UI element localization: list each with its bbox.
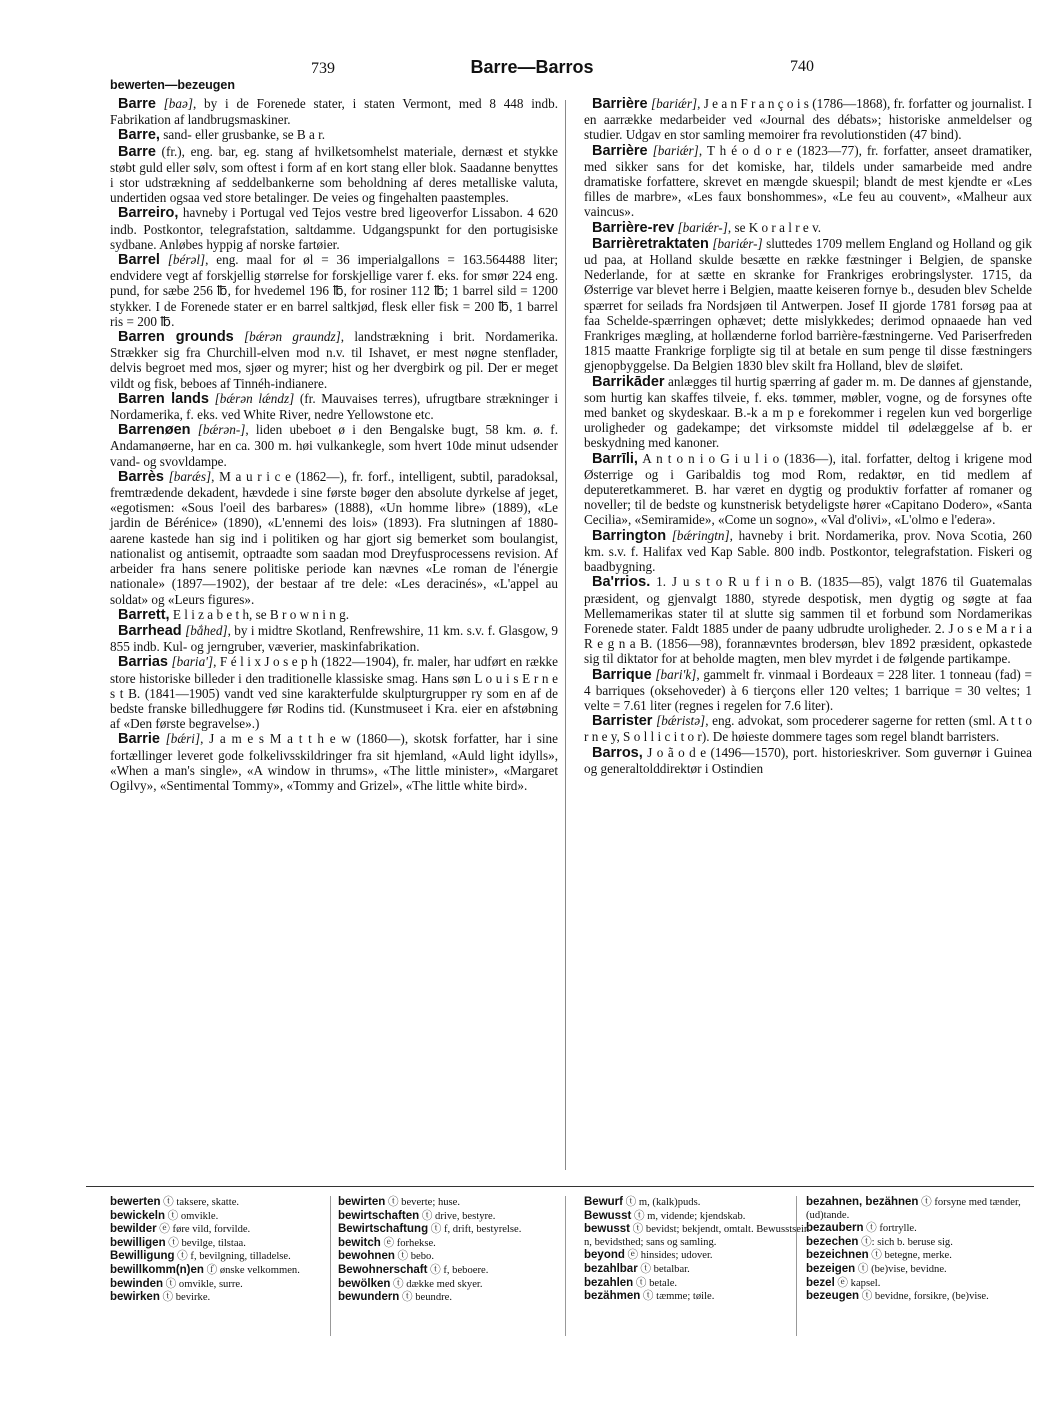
dictionary-entry <box>584 745 1032 776</box>
glossary-entry <box>110 1210 340 1224</box>
glossary-translation: ⓣ f, bevilgning, tilladelse. <box>174 1251 291 1263</box>
entry-headword: Barros, <box>592 744 643 761</box>
glossary-entry <box>110 1237 340 1251</box>
glossary-word: bezeigen <box>806 1262 856 1275</box>
glossary-word: bezahlen <box>584 1276 634 1289</box>
glossary-entry <box>338 1250 568 1264</box>
entry-definition: , F é l i x J o s e p h (1822—1904), fr. maler, har udført en række store historiske billeder i den traditionelle klassiske smag. Hans søn L o u i s E r n e s t B. (1841—1905) vandt ved sine karakterfulde skulpturgrupper ry som en af de bedste franske billedhuggere før Rodins tid. (Kunstmuseet i Kra. eier en afstøbning af «Den første begravelse».) <box>110 654 558 732</box>
glossary-word: bezel <box>806 1276 835 1289</box>
dictionary-entry <box>110 252 558 329</box>
entry-definition: , by i midtre Skotland, Renfrewshire, 11 km. s.v. f. Glasgow, 9 855 indb. Kul- og jerngruber, væverier, maskinfabrikation. <box>110 622 558 655</box>
glossary-translation: ⓣ m, vidende; kjendskab. <box>631 1210 746 1222</box>
glossary-word: bewilder <box>110 1223 157 1236</box>
glossary-entry <box>806 1249 1036 1263</box>
glossary-word: bezeugen <box>806 1290 860 1303</box>
entry-headword: Barren grounds <box>118 329 234 346</box>
left-page-number: 739 <box>311 60 335 77</box>
glossary-column-4 <box>806 1196 1036 1304</box>
glossary-translation: ⓣ betalbar. <box>637 1263 690 1275</box>
entry-definition: , eng. maal for øl = 36 imperialgallons = 163.564488 liter; endvidere vegt af forskjellig størrelse for forskjellige varer f. eks. for smør 224 eng. pund, for sæbe 256 ℔, for hvedemel 196 ℔, for rosiner 112 ℔; 1 barrel sild = 1200 stykker. I de Forenede stater er en barrel saltkjød, flesk eller fisk = 200 ℔, 1 barrel ris = 200 ℔. <box>110 252 559 329</box>
glossary-word: Bewirtschaftung <box>338 1223 429 1236</box>
left-column <box>110 96 558 793</box>
glossary-column-3 <box>584 1196 814 1304</box>
glossary-translation: ⓣ omvikle. <box>164 1210 219 1222</box>
entry-headword: Barren lands <box>118 390 209 407</box>
entry-pronunciation: [bǽrən graundz] <box>244 329 341 345</box>
glossary-word: bewirken <box>110 1291 160 1304</box>
glossary-word: bewinden <box>110 1277 164 1290</box>
entry-definition: sand- eller grusbanke, se B a r. <box>163 127 326 143</box>
glossary-entry <box>584 1277 814 1291</box>
dictionary-entry <box>110 391 558 422</box>
entry-definition: , J e a n F r a n ç o i s (1786—1868), fr. forfatter og journalist. I en aarrække medarbeider ved «Journal des débats»; historiske anmeldelser og studier. Udgav en stor samling memoirer fra revolutionstiden (47 bind). <box>584 96 1032 143</box>
glossary-divider <box>330 1196 331 1336</box>
glossary-translation: ⓣ f, drift, bestyrelse. <box>428 1224 522 1236</box>
entry-pronunciation: [bǽringtn] <box>671 527 730 543</box>
entry-pronunciation: [bariǽr-] <box>712 235 763 251</box>
glossary-word: bewundern <box>338 1291 400 1304</box>
glossary-word: bewitch <box>338 1236 381 1249</box>
dictionary-entry <box>584 667 1032 714</box>
entry-pronunciation: [barǽs] <box>168 468 212 484</box>
entry-headword: Barrière <box>592 96 648 112</box>
dictionary-entry <box>584 713 1032 744</box>
glossary-entry <box>806 1222 1036 1236</box>
glossary-entry <box>110 1196 340 1210</box>
entry-definition: (fr.), eng. bar, eg. stang af hvilketsomhelst materiale, dernæst et stykke støbt guld eller sølv, som oftest i form af en kort stang eller blok. Saadanne benyttes i stor udstrækning af seddelbankerne som beholdning af deres metalliske valuta, undertiden ogsaa ved store betalinger. De veies og fingehalten paastemples. <box>110 143 559 206</box>
entry-definition: , M a u r i c e (1862—), fr. forf., intelligent, subtil, paradoksal, fremtrædende dekadent, hævdede i sine første bøger den absolute dyrkelse af jeget, «egotismen: «Sous l'oeil des barbares» (1888), «Un homme libre» (1889), «Le jardin de Bérénice» (1890), «L'ennemi des lois» (1893). Fra slutningen af 1880-aarene kastede han sig ind i politiken og har gjort sig bemerket som boulangist, nationalist og antisemit, optraadte som saadan mod Dreyfusprocessens revision. Af arbeider fra hans senere politiske periode kan nævnes «Le roman de l'énergie nationale» (1897—1902), der bestaar af tre dele: «Les deracinés», «L'appel au soldat» og «Leurs figures». <box>110 468 558 607</box>
page-title: Barre—Barros <box>470 57 594 77</box>
entry-headword: Barre <box>118 96 156 112</box>
entry-definition: sluttedes 1709 mellem England og Holland og gik ud paa, at Holland skulde besætte en række fæstninger i Belgien, de spanske Nederlande, for at sætte en skranke for Frankriges erobringslyster. 1715, da Østerrige var blevet herre i Belgien, maatte keiseren fornye b., desuden blev Schelde spærret for seilads fra Nordsjøen til Antwerpen. Josef II gjorde 1781 forsøg paa at faa Schelde-spærringen ophævet; dette mislykkedes; derimod opnaaede han ved Frankriges mægling, at hollænderne forlod barrière-fæstningerne. Ved Pariserfreden 1815 maatte Frankrige forpligte sig til at betale en sum penge til disse fæstningers gjenopbyggelse. Da Belgien 1830 blev skilt fra Holland, blev de sløifet. <box>584 235 1032 374</box>
glossary-word: Bewohnerschaft <box>338 1263 428 1276</box>
entry-headword: Barrière-rev <box>592 219 675 236</box>
entry-definition: (fr. Mauvaises terres), ufrugtbare strækninger i Nordamerika, f. eks. ved White River, nedre Yellowstone etc. <box>110 390 558 423</box>
entry-definition: , T h é o d o r e (1823—77), fr. forfatter, anseet dramatiker, med sikker sans for det komiske, har, tildels under samarbeide med andre dramatiske forfattere, skrevet en mængde skuespil; blandt de mest kjendte er «Les filles de marbre», «Les faux bonshommes», «Le feu au couvent», «Malheur aux vaincus». <box>584 142 1033 220</box>
glossary-translation: ⓣ betegne, merke. <box>868 1250 952 1262</box>
footer-guide-words: bewerten—bezeugen <box>110 78 236 92</box>
glossary-translation: ⓣ forsyne med tænder, (ud)tande. <box>806 1197 1021 1221</box>
dictionary-entry <box>584 220 1032 236</box>
glossary-entry <box>806 1263 1036 1277</box>
entry-pronunciation: [bérəl] <box>167 252 206 268</box>
glossary-translation: ⓣ tæmme; tøile. <box>640 1291 715 1303</box>
glossary-translation: ⓣ bebo. <box>394 1251 435 1263</box>
right-column <box>584 96 1032 776</box>
entry-headword: Barrington <box>592 527 667 544</box>
dictionary-entry <box>584 528 1032 575</box>
entry-definition: , landstrækning i brit. Nordamerika. Strækker sig fra Churchill-elven mod n.v. til Ishavet, er mest nøgne stenflader, delvis begroet med mos, sjøer og myrer; hist og her dvergbirk og pil. Der er meget vildt og fisk, beboes af Tinnéh-indianere. <box>110 329 559 391</box>
entry-headword: Barrès <box>118 468 164 485</box>
glossary-entry <box>584 1223 814 1249</box>
glossary-entry <box>584 1290 814 1304</box>
dictionary-entry <box>110 96 558 127</box>
entry-definition: , eng. advokat, som procederer sagerne for retten (sml. A t t o r n e y, S o l l i c i t o r). De høieste dommere tages som regel blandt barristers. <box>584 713 1032 745</box>
entry-definition: E l i z a b e t h, se B r o w n i n g. <box>172 606 350 622</box>
glossary-word: bewohnen <box>338 1250 395 1263</box>
glossary-translation: ⓣ bevilge, tilstaa. <box>165 1237 246 1249</box>
entry-pronunciation: [bariǽr-] <box>677 219 728 235</box>
glossary-entry <box>338 1223 568 1237</box>
entry-definition: , havneby i brit. Nordamerika, prov. Nova Scotia, 260 km. s.v. f. Halifax ved Kap Sable. 800 indb. Postkontor, telegrafstation. Fiskeri og baadbygning. <box>584 527 1032 575</box>
dictionary-entry <box>110 144 558 206</box>
glossary-entry <box>110 1250 340 1264</box>
glossary-entry <box>806 1277 1036 1291</box>
entry-pronunciation: [bắhed] <box>185 622 228 638</box>
glossary-word: bewusst <box>584 1223 631 1236</box>
glossary-entry <box>338 1264 568 1278</box>
entry-definition: , J a m e s M a t t h e w (1860—), skotsk forfatter, har i sine fortællinger leveret gode folkelivsskildringer fra sit hjemland, «Auld light idylls», «When a man's single», «A window in thrums», «The little minister», «Margaret Ogilvy», «Sentimental Tommy», «Tommy and Grizel», «The little white bird». <box>110 731 559 793</box>
glossary-translation: ⓣ f, beboere. <box>427 1264 489 1276</box>
glossary-divider <box>796 1196 797 1336</box>
glossary-translation: ⓣ beverte; huse. <box>385 1197 461 1208</box>
entry-headword: Barrique <box>592 666 652 683</box>
entry-definition: , gammelt fr. vinmaal i Bordeaux = 228 liter. 1 tonneau (fad) = 4 barriques (oksehoveder) à 6 tierçons eller 120 veltes; 1 barrique = 30 veltes; 1 velte = 7.61 liter (regnes i regelen for 7.6 liter). <box>584 666 1032 713</box>
entry-definition: J o ã o d e (1496—1570), port. historieskriver. Som guvernør i Guinea og generaltolddirektør i Ostindien <box>584 744 1032 776</box>
glossary-entry <box>584 1249 814 1263</box>
glossary-translation: ⓕ ønske velkommen. <box>203 1264 300 1276</box>
entry-pronunciation: [baə] <box>163 96 193 111</box>
glossary-word: Bewusst <box>584 1209 632 1222</box>
dictionary-entry <box>110 469 558 607</box>
glossary-entry <box>338 1278 568 1292</box>
dictionary-entry <box>584 96 1032 143</box>
glossary-translation: ⓔ kapsel. <box>834 1277 881 1289</box>
dictionary-entry <box>584 143 1032 220</box>
glossary-entry <box>338 1196 568 1210</box>
entry-headword: Barrièretraktaten <box>592 235 709 252</box>
entry-pronunciation: [bariǽr] <box>650 96 698 111</box>
entry-definition: anlægges til hurtig spærring af gader m. m. De dannes af gjenstande, som hurtig kan skaffes tilveie, f. eks. tømmer, møbler, vogne, og de forsynes ofte med banket og skydeskaar. B.-k a m p e forekommer i regelen kun ved borgerlige uroligheder og gadekampe; det virksomste middel til ødelæggelse af b. er beskydning med kanoner. <box>584 373 1032 451</box>
glossary-word: bewilligen <box>110 1236 166 1249</box>
glossary-translation: ⓔ føre vild, forvilde. <box>156 1224 251 1236</box>
entry-pronunciation: [bǽristə] <box>656 713 706 729</box>
column-divider <box>565 100 566 1170</box>
glossary-translation: ⓣ bevirke. <box>159 1292 211 1304</box>
entry-headword: Barrett, <box>118 606 170 623</box>
entry-pronunciation: [bǽri] <box>165 731 201 747</box>
entry-headword: Barrister <box>592 713 653 730</box>
entry-headword: Barrel <box>118 252 160 269</box>
glossary-translation: ⓣ beundre. <box>399 1292 453 1304</box>
glossary-word: bewillkomm(n)en <box>110 1263 204 1276</box>
glossary-translation: ⓣ: sich b. beruse sig. <box>858 1236 953 1248</box>
glossary-entry <box>110 1264 340 1278</box>
glossary-entry <box>338 1291 568 1305</box>
glossary-word: bezahlbar <box>584 1262 638 1275</box>
glossary-entry <box>338 1237 568 1251</box>
glossary-translation: ⓣ bevidst; bekjendt, omtalt. Bewusstsein n, bevidsthed; sans og samling. <box>584 1224 810 1248</box>
glossary-translation: ⓔ hinsides; udover. <box>624 1250 713 1262</box>
entry-headword: Barrie <box>118 731 160 748</box>
entry-pronunciation: [bǽrən-] <box>197 422 246 438</box>
entry-definition: A n t o n i o G i u l i o (1836—), ital. forfatter, deltog i krigene mod Østerrige og i Garibaldis tog mod Rom, redaktør, en tid medlem af deputeretkammeret. B. har været en dygtig og produktiv forfatter af romaner og noveller; til de bedste og kunstnerisk betydeligste hører «Capitano Dodero», «Santa Cecilia», «Semiramide», «Come un sogno», «Val d'olivi», «L'olmo e l'edera». <box>584 450 1033 528</box>
glossary-entry <box>806 1290 1036 1304</box>
glossary-word: bewickeln <box>110 1209 165 1222</box>
dictionary-entry <box>110 329 558 391</box>
glossary-divider <box>565 1196 566 1336</box>
glossary-column-1 <box>110 1196 340 1305</box>
glossary-word: beyond <box>584 1249 625 1262</box>
dictionary-entry <box>584 451 1032 528</box>
glossary-word: bezahnen, bezähnen <box>806 1196 919 1208</box>
entry-definition: 1. J u s t o R u f i n o B. (1835—85), valgt 1876 til Guatemalas præsident, og gjenvalgt 1880, styrede despotisk, men dygtig og søgte at faa Mellemamerikas stater til at slutte sig sammen til et forbund som Nordamerikas Forenede stater. Faldt 1885 under de paany udbrudte uroligheder. 2. J o s e M a r i a R e g n a B. (1856—98), forannævntes brodersøn, blev 1892 præsident, opkastede sig til diktator for at beholde magten, men blev myrdet i de følgende partikampe. <box>584 574 1033 667</box>
entry-headword: Barreiro, <box>118 205 179 222</box>
entry-headword: Barrias <box>118 654 168 671</box>
dictionary-entry <box>110 205 558 252</box>
glossary-translation: ⓣ omvikle, surre. <box>163 1278 243 1290</box>
glossary-translation: ⓣ dække med skyer. <box>390 1278 483 1290</box>
glossary-entry <box>806 1236 1036 1250</box>
entry-headword: Barrhead <box>118 622 182 639</box>
footer-divider <box>86 1186 1034 1187</box>
entry-pronunciation: [baria'] <box>171 654 214 670</box>
glossary-word: bezaubern <box>806 1222 864 1235</box>
dictionary-entry <box>584 374 1032 451</box>
glossary-translation: ⓣ drive, bestyre. <box>419 1210 496 1222</box>
glossary-entry <box>110 1278 340 1292</box>
entry-headword: Barre, <box>118 127 160 144</box>
dictionary-entry <box>584 236 1032 374</box>
glossary-translation: ⓣ bevidne, forsikre, (be)vise. <box>859 1291 989 1303</box>
entry-headword: Barrière <box>592 142 648 159</box>
glossary-word: bewerten <box>110 1196 161 1208</box>
entry-headword: Ba'rrios. <box>592 574 651 591</box>
entry-definition: , liden ubeboet ø i den Bengalske bugt, 58 km. ø. f. Andamanøerne, har en ca. 300 m. høi vulkankegle, som hvert 10de minut udsender vand- og svovldampe. <box>110 422 558 469</box>
entry-headword: Barrikāder <box>592 373 665 390</box>
glossary-entry <box>584 1196 814 1210</box>
glossary-translation: ⓣ (be)vise, bevidne. <box>855 1263 947 1275</box>
entry-pronunciation: [bari'k] <box>655 666 697 682</box>
entry-pronunciation: [bariǽr] <box>652 142 699 158</box>
dictionary-entry <box>110 127 558 143</box>
entry-headword: Barre <box>118 143 156 160</box>
glossary-word: bezechen <box>806 1235 859 1248</box>
glossary-word: bezeichnen <box>806 1249 869 1262</box>
entry-pronunciation: [bǽrən lǽndz] <box>214 390 295 406</box>
dictionary-entry <box>110 623 558 654</box>
right-page-number: 740 <box>790 58 814 75</box>
glossary-entry <box>806 1196 1036 1222</box>
glossary-word: bewirten <box>338 1196 386 1208</box>
glossary-column-2 <box>338 1196 568 1305</box>
glossary-translation: ⓣ m, (kalk)puds. <box>622 1197 701 1208</box>
glossary-translation: ⓣ betale. <box>633 1277 678 1289</box>
dictionary-entry <box>584 574 1032 666</box>
entry-headword: Barrīli, <box>592 450 638 467</box>
glossary-entry <box>584 1210 814 1224</box>
glossary-translation: ⓔ forhekse. <box>380 1237 436 1249</box>
glossary-word: Bewilligung <box>110 1250 175 1263</box>
entry-definition: , se K o r a l r e v. <box>727 219 822 235</box>
glossary-entry <box>584 1263 814 1277</box>
glossary-entry <box>110 1291 340 1305</box>
glossary-translation: ⓣ fortrylle. <box>863 1223 917 1235</box>
dictionary-entry <box>110 607 558 623</box>
dictionary-entry <box>110 731 558 793</box>
glossary-translation: ⓣ taksere, skatte. <box>160 1197 240 1208</box>
dictionary-entry <box>110 422 558 469</box>
glossary-word: bewirtschaften <box>338 1209 420 1222</box>
entry-definition: havneby i Portugal ved Tejos vestre bred ligeoverfor Lissabon. 4 620 indb. Postkontor, telegrafstation, saltdamme. Udgangspunkt for den portugisiske sydbane. Anløbes hyppig af norske fartøier. <box>110 205 559 252</box>
glossary-word: Bewurf <box>584 1196 623 1208</box>
glossary-word: bewölken <box>338 1277 391 1290</box>
entry-headword: Barrenøen <box>118 422 191 439</box>
glossary-entry <box>338 1210 568 1224</box>
dictionary-entry <box>110 654 558 731</box>
glossary-word: bezähmen <box>584 1290 641 1303</box>
entry-definition: , by i de Forenede stater, i staten Vermont, med 8 448 indb. Fabrikation af landbrugsmaskiner. <box>110 96 558 128</box>
glossary-entry <box>110 1223 340 1237</box>
